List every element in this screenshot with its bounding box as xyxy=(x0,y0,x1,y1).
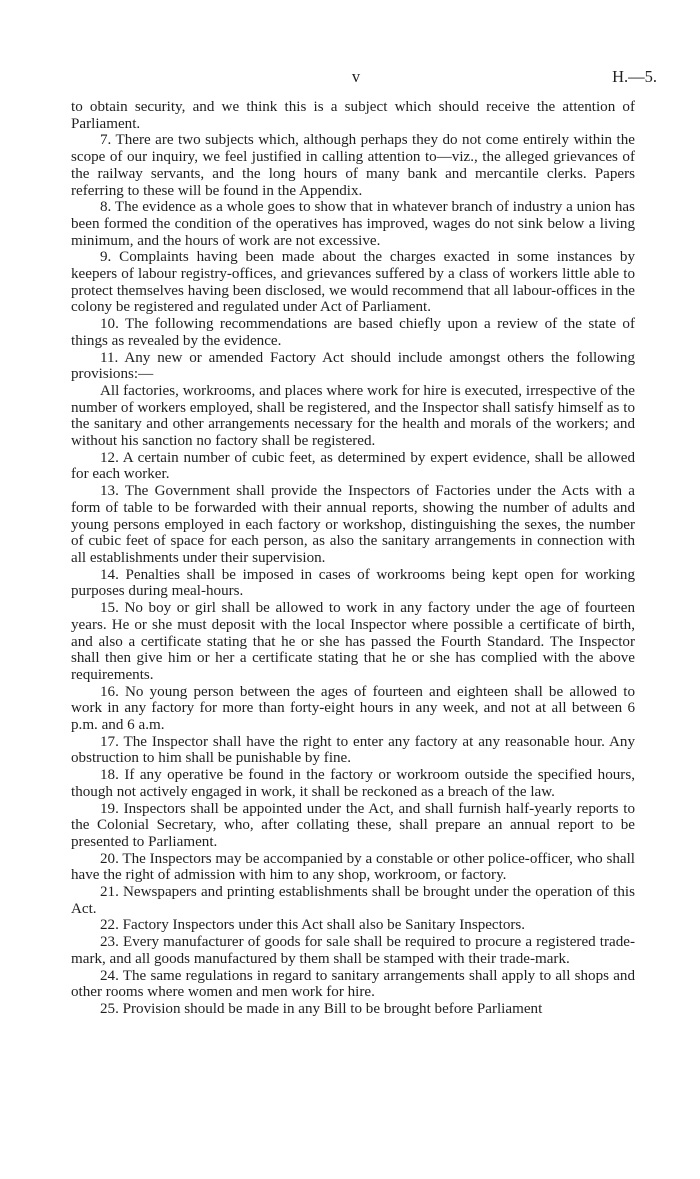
paragraph-21: 21. Newspapers and printing establishments shall be brought under the operation of this Act. xyxy=(71,884,635,917)
paragraph-12: 12. A certain number of cubic feet, as determined by expert evidence, shall be allowed for each worker. xyxy=(71,449,635,483)
paragraph-10: 10. The following recommendations are based chiefly upon a review of the state of things as revealed by the evidence. xyxy=(71,316,635,349)
paragraph-22: 22. Factory Inspectors under this Act shall also be Sanitary Inspectors. xyxy=(100,917,526,934)
body-text xyxy=(71,99,635,1018)
paragraph-8: 8. The evidence as a whole goes to show that in whatever branch of industry a union has been formed the condition of the operatives has improved, wages do not sink below a living minimum, and the hours of work are not excessive. xyxy=(71,199,635,249)
paragraph-18: 18. If any operative be found in the factory or workroom outside the specified hours, though not actively engaged in work, it shall be reckoned as a breach of the law. xyxy=(71,767,635,800)
paragraph-14: 14. Penalties shall be imposed in cases of workrooms being kept open for working purposes during meal-hours. xyxy=(71,566,635,600)
paragraph-19: 19. Inspectors shall be appointed under the Act, and shall furnish half-yearly reports to the Colonial Secretary, who, after collating these, shall prepare an annual report to be presented to Parliament. xyxy=(71,800,635,850)
paragraph-17: 17. The Inspector shall have the right to enter any factory at any reasonable hour. Any obstruction to him shall be punishable by fine. xyxy=(71,733,635,767)
paragraph-25: 25. Provision should be made in any Bill to be brought before Parliament xyxy=(100,1000,543,1017)
paragraph-23: 23. Every manufacturer of goods for sale shall be required to procure a registered trade-mark, and all goods manufactured by them shall be stamped with their trade-mark. xyxy=(71,934,635,967)
paragraph-11: 11. Any new or amended Factory Act should include amongst others the following provisions:— xyxy=(71,349,635,383)
paragraph-20: 20. The Inspectors may be accompanied by a constable or other police-officer, who shall have the right of admission with him to any shop, workroom, or factory. xyxy=(71,850,635,884)
paragraph-11-provision: All factories, workrooms, and places where work for hire is executed, irrespective of the number of workers employed, shall be registered, and the Inspector shall satisfy himself as to the sanitary and other arrangements necessary for the health and morals of the workers; and without his sanction no factory shall be registered. xyxy=(71,382,635,450)
page-number: v xyxy=(351,67,361,86)
paragraph-9: 9. Complaints having been made about the charges exacted in some instances by keepers of labour registry-offices, and grievances suffered by a class of workers little able to protect themselves having been disclosed, we would recommend that all labour-offices in the colony be registered and regulated under Act of Parliament. xyxy=(71,249,635,316)
paragraph-15: 15. No boy or girl shall be allowed to work in any factory under the age of fourteen years. He or she must deposit with the local Inspector where possible a certificate of birth, and also a certificate stating that he or she has passed the Fourth Standard. The Inspector shall then give him or her a certificate stating that he or she has complied with the above requirements. xyxy=(71,600,635,683)
paragraph-7: 7. There are two subjects which, although perhaps they do not come entirely within the scope of our inquiry, we feel justified in calling attention to—viz., the alleged grievances of the railway servants, and the long hours of many bank and mercantile clerks. Papers referring to these will be found in the Appendix. xyxy=(71,132,635,199)
document-reference: H.—5. xyxy=(612,67,657,86)
paragraph-13: 13. The Government shall provide the Inspectors of Factories under the Acts with a form of table to be forwarded with their annual reports, showing the number of adults and young persons employed in each factory or workshop, distinguishing the sexes, the number of cubic feet of space for each person, as also the sanitary arrangements in connection with all establishments under their supervision. xyxy=(71,483,635,566)
paragraph-continuation: to obtain security, and we think this is a subject which should receive the attention of Parliament. xyxy=(71,99,635,132)
paragraph-24: 24. The same regulations in regard to sanitary arrangements shall apply to all shops and other rooms where women and men work for hire. xyxy=(71,967,635,1001)
page-header xyxy=(0,67,700,89)
paragraph-16: 16. No young person between the ages of fourteen and eighteen shall be allowed to work in any factory for more than forty-eight hours in any week, and not at all between 6 p.m. and 6 a.m. xyxy=(71,683,635,734)
